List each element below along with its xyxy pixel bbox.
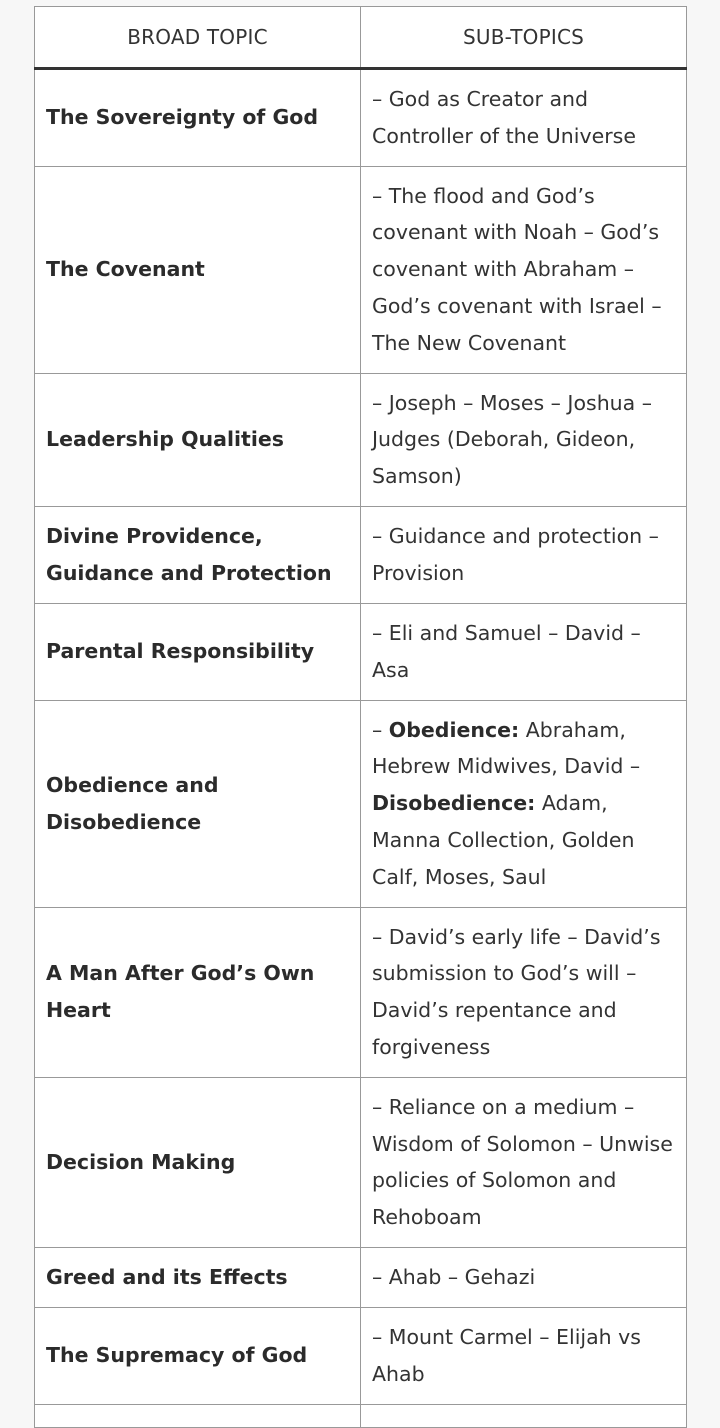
sub-topics-cell: – Eli and Samuel – David – Asa <box>361 603 687 700</box>
table-row <box>35 69 687 167</box>
table-row <box>35 603 687 700</box>
sub-text: – <box>372 717 389 742</box>
table-row <box>35 700 687 907</box>
sub-topics-cell: – Reliance on a medium – Wisdom of Solomon – Unwise policies of Solomon and Rehoboam <box>361 1077 687 1247</box>
sub-topics-cell: – The flood and God’s covenant with Noah – God’s covenant with Abraham – God’s covenant with Israel – The New Covenant <box>361 166 687 373</box>
topics-table <box>34 6 687 1428</box>
sub-topics-cell: – Joseph – Moses – Joshua – Judges (Deborah, Gideon, Samson) <box>361 373 687 506</box>
broad-topic-cell: Leadership Qualities <box>35 373 361 506</box>
sub-text: Adam, Manna Collection, Golden Calf, Moses, Saul <box>372 791 635 889</box>
table-row <box>35 1307 687 1404</box>
sub-topics-cell: – Ahab – Gehazi <box>361 1247 687 1307</box>
broad-topic-cell: Greed and its Effects <box>35 1247 361 1307</box>
broad-topic-cell: The Covenant <box>35 166 361 373</box>
table-row <box>35 907 687 1077</box>
sub-topics-cell: – God as Creator and Controller of the Universe <box>361 69 687 167</box>
broad-topic-cell: Divine Providence, Guidance and Protection <box>35 506 361 603</box>
sub-topics-cell: – Mount Carmel – Elijah vs Ahab <box>361 1307 687 1404</box>
broad-topic-cell: The Sovereignty of God <box>35 69 361 167</box>
table-row-partial <box>35 1404 687 1427</box>
broad-topic-cell: Obedience and Disobedience <box>35 700 361 907</box>
sub-topics-header: SUB-TOPICS <box>361 7 687 69</box>
broad-topic-cell: A Man After God’s Own Heart <box>35 907 361 1077</box>
table-row <box>35 1077 687 1247</box>
broad-topic-cell: Parental Responsibility <box>35 603 361 700</box>
sub-topics-cell: – Guidance and protection – Provision <box>361 506 687 603</box>
table-row <box>35 166 687 373</box>
sub-text: Abraham, Hebrew Midwives, David – <box>372 717 641 779</box>
header-row <box>35 7 687 69</box>
sub-topics-cell <box>361 700 687 907</box>
disobedience-label: Disobedience: <box>372 791 536 816</box>
table-row <box>35 373 687 506</box>
table-row <box>35 506 687 603</box>
sub-topics-cell: – David’s early life – David’s submission to God’s will – David’s repentance and forgiveness <box>361 907 687 1077</box>
obedience-label: Obedience: <box>388 717 520 742</box>
broad-topic-cell: The Supremacy of God <box>35 1307 361 1404</box>
table-row <box>35 1247 687 1307</box>
broad-topic-header: BROAD TOPIC <box>35 7 361 69</box>
broad-topic-cell: Decision Making <box>35 1077 361 1247</box>
